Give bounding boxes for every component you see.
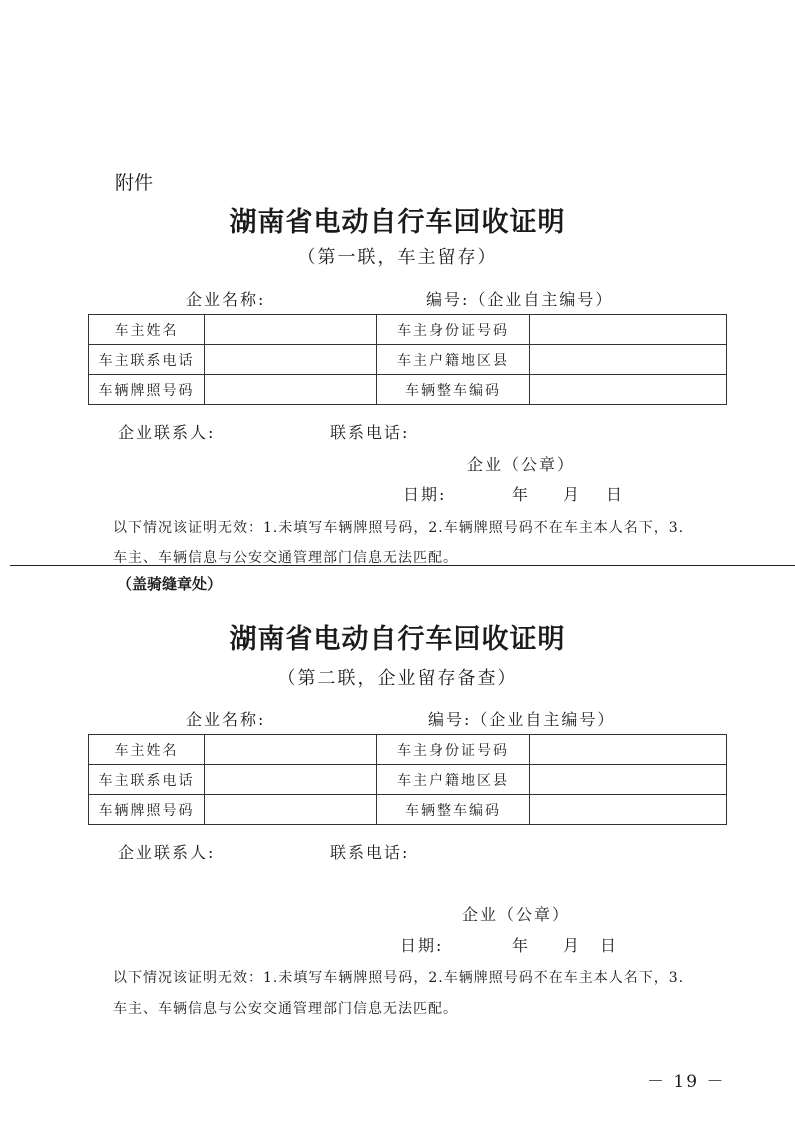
- form2-date-label: 日期:: [400, 936, 444, 955]
- form2-note-line2: 车主、车辆信息与公安交通管理部门信息无法匹配。: [113, 1001, 458, 1017]
- table-row: [89, 315, 727, 345]
- table-row: [89, 735, 727, 765]
- form1-enterprise-name-label: 企业名称:: [186, 290, 266, 309]
- form2-enterprise-name-label: 企业名称:: [186, 710, 266, 729]
- attachment-label: 附件: [115, 172, 154, 194]
- owner-name-field[interactable]: [205, 735, 377, 765]
- form2-year-label: 年: [512, 936, 531, 955]
- form1-contact-person-label: 企业联系人:: [118, 423, 216, 442]
- form1-subtitle: （第一联，车主留存）: [297, 247, 498, 268]
- form2-month-label: 月: [563, 936, 582, 955]
- vehicle-code-field[interactable]: [530, 375, 727, 405]
- form1-number-label: 编号:（企业自主编号）: [426, 290, 614, 309]
- owner-phone-label: 车主联系电话: [89, 345, 205, 375]
- owner-phone-label: 车主联系电话: [89, 765, 205, 795]
- owner-id-label: 车主身份证号码: [377, 735, 530, 765]
- owner-name-field[interactable]: [205, 315, 377, 345]
- form1-contact-phone-label: 联系电话:: [330, 423, 410, 442]
- form2-contact-person-label: 企业联系人:: [118, 843, 216, 862]
- vehicle-code-field[interactable]: [530, 795, 727, 825]
- owner-household-field[interactable]: [530, 765, 727, 795]
- plate-number-field[interactable]: [205, 795, 377, 825]
- table-row: [89, 375, 727, 405]
- form1-day-label: 日: [606, 485, 625, 504]
- owner-household-field[interactable]: [530, 345, 727, 375]
- form1-month-label: 月: [563, 485, 582, 504]
- owner-id-field[interactable]: [530, 735, 727, 765]
- form1-note-line1: 以下情况该证明无效：1.未填写车辆牌照号码，2.车辆牌照号码不在车主本人名下，3.: [113, 520, 685, 536]
- form2-note-line1: 以下情况该证明无效：1.未填写车辆牌照号码，2.车辆牌照号码不在车主本人名下，3.: [113, 970, 685, 986]
- form1-year-label: 年: [512, 485, 531, 504]
- form2-stamp-label: 企业（公章）: [462, 905, 571, 924]
- owner-id-label: 车主身份证号码: [377, 315, 530, 345]
- owner-name-label: 车主姓名: [89, 315, 205, 345]
- form1-note-line2: 车主、车辆信息与公安交通管理部门信息无法匹配。: [113, 550, 458, 566]
- form2-contact-phone-label: 联系电话:: [330, 843, 410, 862]
- owner-household-label: 车主户籍地区县: [377, 345, 530, 375]
- form2-day-label: 日: [600, 936, 619, 955]
- owner-name-label: 车主姓名: [89, 735, 205, 765]
- owner-id-field[interactable]: [530, 315, 727, 345]
- plate-number-label: 车辆牌照号码: [89, 375, 205, 405]
- form1-date-label: 日期:: [403, 485, 447, 504]
- vehicle-code-label: 车辆整车编码: [377, 795, 530, 825]
- form2-title: 湖南省电动自行车回收证明: [229, 624, 566, 655]
- owner-phone-field[interactable]: [205, 345, 377, 375]
- form1-title: 湖南省电动自行车回收证明: [229, 207, 566, 238]
- form1-stamp-label: 企业（公章）: [467, 455, 576, 474]
- form2-table: [88, 734, 727, 825]
- plate-number-field[interactable]: [205, 375, 377, 405]
- owner-household-label: 车主户籍地区县: [377, 765, 530, 795]
- plate-number-label: 车辆牌照号码: [89, 795, 205, 825]
- vehicle-code-label: 车辆整车编码: [377, 375, 530, 405]
- owner-phone-field[interactable]: [205, 765, 377, 795]
- seal-note: （盖骑缝章处）: [117, 575, 223, 593]
- table-row: [89, 795, 727, 825]
- form2-subtitle: （第二联，企业留存备查）: [277, 668, 518, 689]
- page-number: － 19 －: [647, 1072, 726, 1092]
- perforation-line: [10, 565, 795, 566]
- form2-number-label: 编号:（企业自主编号）: [428, 710, 616, 729]
- form1-table: [88, 314, 727, 405]
- table-row: [89, 345, 727, 375]
- table-row: [89, 765, 727, 795]
